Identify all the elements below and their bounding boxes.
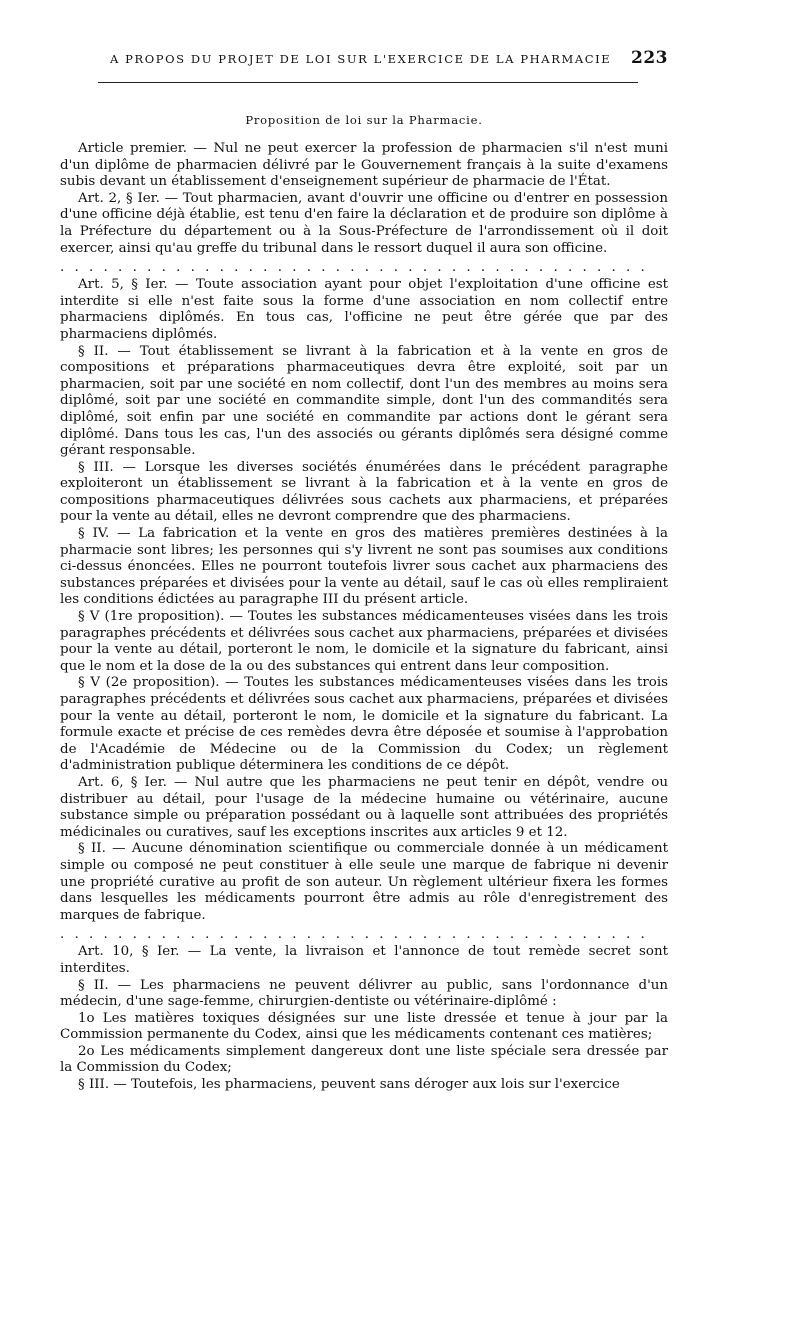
paragraph: § IV. — La fabrication et la vente en gros des matières premières destinées à la pharmacie sont libres; les personnes qui s'y livrent ne sont pas soumises aux conditions ci-dessus énoncées. Elles ne pourront toutefois livrer sous cachet aux pharmaciens des substances préparées et divisées pour la vente au détail, sauf le cas où elles rempliraient les conditions édictées au paragraphe III du présent article. [60,526,668,608]
running-title: A PROPOS DU PROJET DE LOI SUR L'EXERCICE DE LA PHARMACIE [110,52,612,66]
ellipsis-divider: . . . . . . . . . . . . . . . . . . . . . . . . . . . . . . . . . . . . . . . . . [60,928,648,943]
header-rule [98,82,638,83]
paragraph: Art. 6, § Ier. — Nul autre que les pharmaciens ne peut tenir en dépôt, vendre ou distribuer au détail, pour l'usage de la médecine humaine ou vétérinaire, aucune substance simple ou préparation possédant ou à laquelle sont attribuées des propriétés médicinales ou curatives, sauf les exceptions inscrites aux articles 9 et 12. [60,774,668,840]
paragraph: § V (2e proposition). — Toutes les substances médicamenteuses visées dans les trois paragraphes précédents et délivrées sous cachet aux pharmaciens, préparées et divisées pour la vente au détail, porteront le nom, le domicile et la signature du fabricant. La formule exacte et précise de ces remèdes devra être déposée et soumise à l'approbation de l'Académie de Médecine ou de la Commission du Codex; un règlement d'administration publique déterminera les conditions de ce dépôt. [60,675,668,774]
paragraph: § II. — Aucune dénomination scientifique ou commerciale donnée à un médicament simple ou composé ne peut constituer à elle seule une marque de fabrique ni devenir une propriété curative au profit de son auteur. Un règlement ultérieur fixera les formes dans lesquelles les médicaments pourront être admis au rôle d'enregistrement des marques de fabrique. [60,841,668,923]
paragraph: Article premier. — Nul ne peut exercer la profession de pharmacien s'il n'est muni d'un diplôme de pharmacien délivré par le Gouvernement français à la suite d'examens subis devant un établissement d'enseignement supérieur de pharmacie de l'État. [60,141,668,190]
running-head [60,48,668,68]
paragraph: § II. — Tout établissement se livrant à la fabrication et à la vente en gros de compositions et préparations pharmaceutiques devra être exploité, soit par un pharmacien, soit par une société en nom collectif, dont l'un des membres au moins sera diplômé, soit par une société en commandite simple, dont l'un des commandités sera diplômé, soit enfin par une société en commandite par actions dont le gérant sera diplômé. Dans tous les cas, l'un des associés ou gérants diplômés sera désigné comme gérant responsable. [60,343,668,459]
body-text [60,141,668,1094]
page-number: 223 [631,48,668,68]
paragraph: Art. 5, § Ier. — Toute association ayant pour objet l'exploitation d'une officine est interdite si elle n'est faite sous la forme d'une association en nom collectif entre pharmaciens diplômés. En tous cas, l'officine ne peut être gérée que par des pharmaciens diplômés. [60,277,668,342]
paragraph: § III. — Toutefois, les pharmaciens, peuvent sans déroger aux lois sur l'exercice [78,1077,620,1093]
ellipsis-divider: . . . . . . . . . . . . . . . . . . . . . . . . . . . . . . . . . . . . . . . . . [60,261,648,276]
page [60,48,668,1094]
paragraph: § V (1re proposition). — Toutes les substances médicamenteuses visées dans les trois paragraphes précédents et délivrées sous cachet aux pharmaciens, préparées et divisées pour la vente au détail, porteront le nom, le domicile et la signature du fabricant, ainsi que le nom et la dose de la ou des substances qui entrent dans leur composition. [60,609,668,674]
paragraph: 1o Les matières toxiques désignées sur une liste dressée et tenue à jour par la Commission permanente du Codex, ainsi que les médicaments contenant ces matières; [60,1010,668,1043]
paragraph: § III. — Lorsque les diverses sociétés énumérées dans le précédent paragraphe exploiteront un établissement se livrant à la fabrication et à la vente en gros de compositions pharmaceutiques délivrées sous cachets aux pharmaciens, et préparées pour la vente au détail, elles ne devront comprendre que des pharmaciens. [60,459,668,525]
section-title: Proposition de loi sur la Pharmacie. [245,113,483,127]
paragraph: Art. 2, § Ier. — Tout pharmacien, avant d'ouvrir une officine ou d'entrer en possession d'une officine déjà établie, est tenu d'en faire la déclaration et de produire son diplôme à la Préfecture du département ou à la Sous-Préfecture de l'arrondissement où il doit exercer, ainsi qu'au greffe du tribunal dans le ressort duquel il aura son officine. [60,190,668,256]
paragraph: 2o Les médicaments simplement dangereux dont une liste spéciale sera dressée par la Commission du Codex; [60,1043,668,1076]
paragraph: Art. 10, § Ier. — La vente, la livraison et l'annonce de tout remède secret sont interdites. [60,944,668,976]
paragraph: § II. — Les pharmaciens ne peuvent délivrer au public, sans l'ordonnance d'un médecin, d'une sage-femme, chirurgien-dentiste ou vétérinaire-diplômé : [60,977,668,1010]
